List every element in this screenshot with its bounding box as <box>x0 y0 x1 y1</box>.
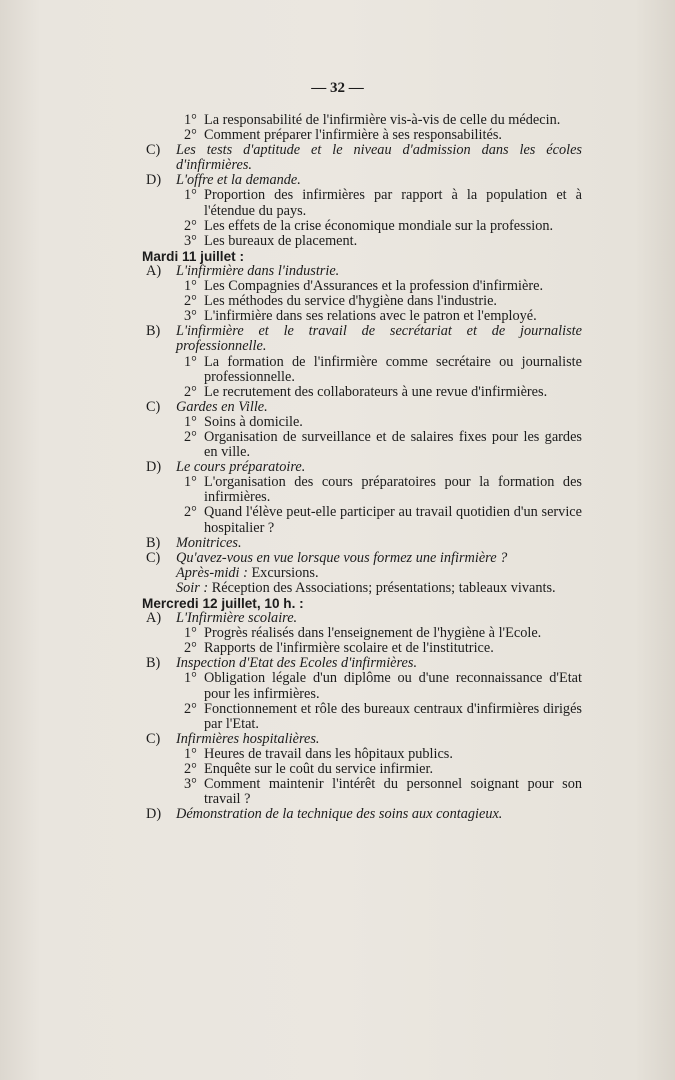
section-item <box>132 656 582 671</box>
section-item <box>132 324 582 354</box>
item-marker: 1° <box>184 278 197 295</box>
item-marker: B) <box>146 655 161 672</box>
item-text: L'infirmière et le travail de secrétariat et de journaliste professionnelle. <box>176 323 582 355</box>
day-heading <box>132 596 582 611</box>
section-item <box>132 400 582 415</box>
item-text: Comment préparer l'infirmière à ses responsabilités. <box>204 127 502 144</box>
item-marker: 2° <box>184 383 197 400</box>
item-text: Fonctionnement et rôle des bureaux centraux d'infirmières dirigés par l'Etat. <box>204 700 582 732</box>
item-marker: B) <box>146 534 161 551</box>
sub-item <box>132 219 582 234</box>
item-text: L'Infirmière scolaire. <box>176 610 298 627</box>
item-text: Démonstration de la technique des soins aux contagieux. <box>176 806 503 823</box>
schedule-line <box>132 566 582 581</box>
sub-item <box>132 762 582 777</box>
sub-item <box>132 294 582 309</box>
sub-item <box>132 355 582 385</box>
item-marker: 3° <box>184 232 197 249</box>
item-marker: 1° <box>184 413 197 430</box>
item-marker: D) <box>146 172 162 189</box>
item-text: Le cours préparatoire. <box>176 459 306 476</box>
item-marker: A) <box>146 610 162 627</box>
item-text: Enquête sur le coût du service infirmier. <box>204 761 434 778</box>
sub-item <box>132 777 582 807</box>
item-marker: 2° <box>184 504 197 521</box>
day-heading-text: Mercredi 12 juillet, 10 h. : <box>142 596 304 611</box>
item-text: Les tests d'aptitude et le niveau d'admission dans les écoles d'infirmières. <box>176 142 582 174</box>
item-text: Gardes en Ville. <box>176 398 268 415</box>
sub-item <box>132 671 582 701</box>
item-text: Les Compagnies d'Assurances et la profession d'infirmière. <box>204 278 544 295</box>
item-text: L'offre et la demande. <box>176 172 301 189</box>
schedule-line-body <box>176 581 582 596</box>
section-item <box>132 732 582 747</box>
item-text: Inspection d'Etat des Ecoles d'infirmières. <box>176 655 418 672</box>
item-marker: 2° <box>184 761 197 778</box>
sub-item <box>132 279 582 294</box>
item-text: Progrès réalisés dans l'enseignement de l'hygiène à l'Ecole. <box>204 625 542 642</box>
item-text: Qu'avez-vous en vue lorsque vous formez une infirmière ? <box>176 549 508 566</box>
sub-item <box>132 430 582 460</box>
page-number: — 32 — <box>311 80 364 96</box>
item-marker: 1° <box>184 112 197 128</box>
item-marker: C) <box>146 398 161 415</box>
item-marker: 1° <box>184 353 197 370</box>
sub-item <box>132 641 582 656</box>
schedule-text: Réception des Associations; présentations; tableaux vivants. <box>211 579 556 596</box>
section-item <box>132 264 582 279</box>
item-marker: 1° <box>184 625 197 642</box>
item-marker: C) <box>146 142 161 159</box>
schedule-text: Excursions. <box>251 564 319 581</box>
item-marker: 1° <box>184 187 197 204</box>
item-text: L'infirmière dans ses relations avec le patron et l'employé. <box>204 308 537 325</box>
item-text: Heures de travail dans les hôpitaux publics. <box>204 745 453 762</box>
item-marker: 2° <box>184 217 197 234</box>
item-text: Comment maintenir l'intérêt du personnel soignant pour son travail ? <box>204 776 582 808</box>
item-marker: C) <box>146 730 161 747</box>
item-text: Soins à domicile. <box>204 413 303 430</box>
sub-item <box>132 475 582 505</box>
schedule-line <box>132 581 582 596</box>
item-marker: A) <box>146 262 162 279</box>
item-text: Obligation légale d'un diplôme ou d'une reconnaissance d'Etat pour les infirmières. <box>204 670 582 702</box>
schedule-line-body <box>176 566 582 581</box>
item-text: L'infirmière dans l'industrie. <box>176 262 340 279</box>
item-marker: 2° <box>184 293 197 310</box>
item-text: La responsabilité de l'infirmière vis-à-vis de celle du médecin. <box>204 112 561 128</box>
section-item <box>132 536 582 551</box>
item-text: Infirmières hospitalières. <box>176 730 320 747</box>
item-marker: D) <box>146 459 162 476</box>
item-marker: B) <box>146 323 161 340</box>
item-text: Les effets de la crise économique mondiale sur la profession. <box>204 217 554 234</box>
sub-item <box>132 385 582 400</box>
day-heading-text: Mardi 11 juillet : <box>142 248 244 264</box>
sub-item <box>132 747 582 762</box>
section-item <box>132 611 582 626</box>
section-item <box>132 143 582 173</box>
sub-item <box>132 626 582 641</box>
day-heading <box>132 249 582 264</box>
section-item <box>132 807 582 822</box>
item-marker: D) <box>146 806 162 823</box>
item-marker: 3° <box>184 776 197 793</box>
item-marker: 2° <box>184 428 197 445</box>
sub-item <box>132 188 582 218</box>
sub-item <box>132 128 582 143</box>
sub-item <box>132 505 582 535</box>
item-text: L'organisation des cours préparatoires pour la formation des infirmières. <box>204 474 582 506</box>
sub-item <box>132 309 582 324</box>
sub-item <box>132 234 582 249</box>
item-text: Les méthodes du service d'hygiène dans l'industrie. <box>204 293 498 310</box>
item-marker: 1° <box>184 745 197 762</box>
sub-item <box>132 702 582 732</box>
item-text: Monitrices. <box>176 534 242 551</box>
sub-item <box>132 415 582 430</box>
item-text: Organisation de surveillance et de salaires fixes pour les gardes en ville. <box>204 428 582 461</box>
item-text: Rapports de l'infirmière scolaire et de l'institutrice. <box>204 640 494 657</box>
item-marker: 1° <box>184 474 197 491</box>
item-marker: 2° <box>184 700 197 717</box>
item-text: La formation de l'infirmière comme secrétaire ou journaliste professionnelle. <box>204 353 582 385</box>
section-item <box>132 173 582 188</box>
schedule-label: Après-midi : <box>176 564 248 581</box>
schedule-label: Soir : <box>176 579 209 596</box>
item-text: Proportion des infirmières par rapport à la population et à l'étendue du pays. <box>204 187 582 219</box>
item-text: Le recrutement des collaborateurs à une revue d'infirmières. <box>204 383 548 400</box>
item-text: Quand l'élève peut-elle participer au travail quotidien d'un service hospitalier ? <box>204 504 582 536</box>
item-marker: 3° <box>184 308 197 325</box>
item-marker: 2° <box>184 127 197 144</box>
item-text: Les bureaux de placement. <box>204 232 358 249</box>
section-item <box>132 551 582 566</box>
item-marker: C) <box>146 549 161 566</box>
section-item <box>132 460 582 475</box>
sub-item <box>132 113 582 128</box>
program-text <box>132 113 582 822</box>
item-marker: 1° <box>184 670 197 687</box>
item-marker: 2° <box>184 640 197 657</box>
